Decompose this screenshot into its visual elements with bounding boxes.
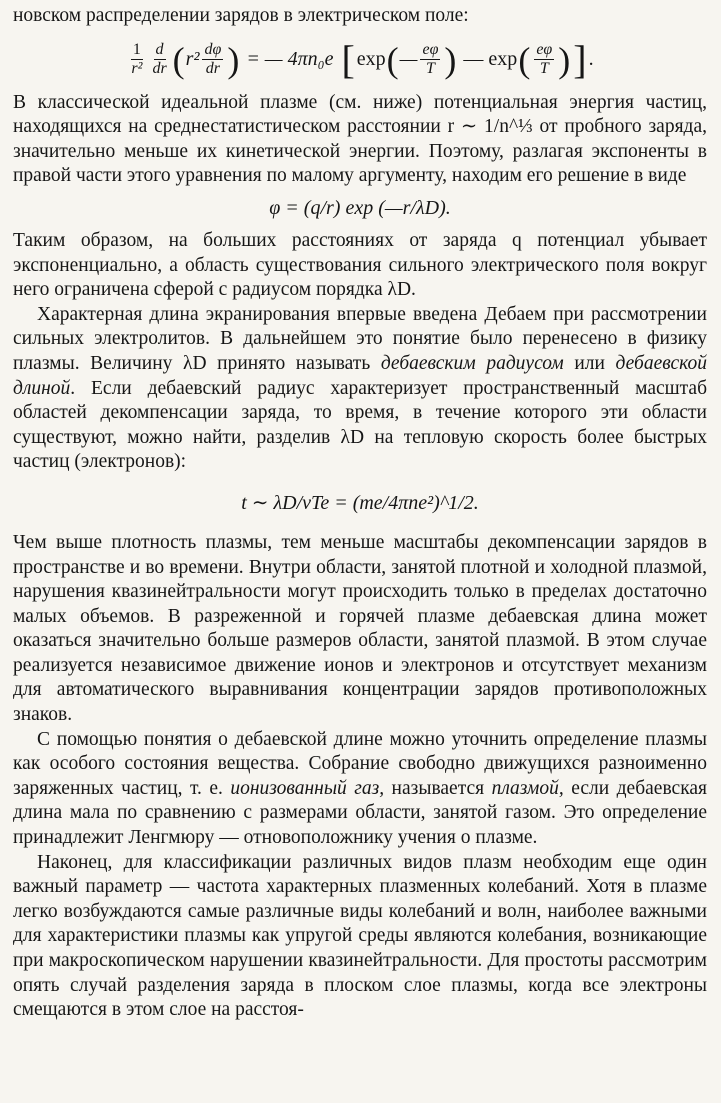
paragraph-exponential-decay: Таким образом, на больших расстояниях от заряда q потенциал убывает экспоненциально, а область существования сильного электрического поля вокруг него ограничена сферой с радиусом порядка λD.	[13, 229, 707, 301]
paragraph-ideal-plasma: В классической идеальной плазме (см. ниже) потенциальная энергия частиц, находящихся на среднестатистическом расстоянии r ∼ 1/n^⅓ от пробного заряда, значительно меньше их кинетической энергии. Поэтому, разлагая экспоненты в правой части этого уравнения по малому аргументу, находим его решение в виде	[13, 91, 707, 187]
paragraph-plasma-oscillations: Наконец, для классификации различных видов плазм необходим еще один важный параметр — частота характерных плазменных колебаний. Хотя в плазме легко возбуждаются самые различные виды колебаний и волн, наиболее важными для характеристики плазмы как упругой среды являются колебания, возникающие при макроскопическом нарушении квазинейтральности. Для простоты рассмотрим опять случай разделения заряда в плоском слое плазмы, когда все электроны смещаются в этом слое на расстоя-	[13, 851, 707, 1021]
paragraph-plasma-definition: С помощью понятия о дебаевской длине можно уточнить определение плазмы как особого состояния вещества. Собрание свободно движущихся разноименно заряженных частиц, т. е. ионизованный газ, называется плазмой, если дебаевская длина мала по сравнению с размерами области, занятой газом. Это определение принадлежит Ленгмюру — отновоположнику учения о плазме.	[13, 728, 707, 849]
paragraph-debye-length: Характерная длина экранирования впервые введена Дебаем при рассмотрении сильных электролитов. В дальнейшем это понятие было перенесено в физику плазмы. Величину λD принято называть дебаевским радиусом или дебаевской длиной. Если дебаевский радиус характеризует пространственный масштаб областей декомпенсации заряда, то время, в течение которого эти области существуют, можно найти, разделив λD на тепловую скорость более быстрых частиц (электронов):	[13, 303, 707, 473]
equation-debye-time: t ∼ λD/vTe = (me/4πne²)^1/2.	[241, 492, 479, 515]
paragraph-density-scales: Чем выше плотность плазмы, тем меньше масштабы декомпенсации зарядов в пространстве и во времени. Внутри области, занятой плотной и холодной плазмой, нарушения квазинейтральности могут происходить только в пределах достаточно малых объемов. В разреженной и горячей плазме дебаевская длина может оказаться значительно больше размеров области, занятой плазмой. В этом случае реализуется независимое движение ионов и электронов и отсутствует механизм для автоматического выравнивания концентрации зарядов противоположных знаков.	[13, 531, 707, 726]
equation-debye-potential: φ = (q/r) exp (—r/λD).	[269, 197, 451, 220]
equation-poisson-boltzmann: $\frac{1}{\text{r²}}$ $\frac{d}{dr}$ ( r² $\frac{d\varphi}{dr}$ ) = — 4πn₀e [ exp ( — $\frac{e\varphi}{T}$ ) — exp ( $\frac{e\varphi}{T}$ ) ] .	[131, 36, 594, 82]
paragraph-intro: новском распределении зарядов в электрическом поле:	[13, 5, 469, 26]
